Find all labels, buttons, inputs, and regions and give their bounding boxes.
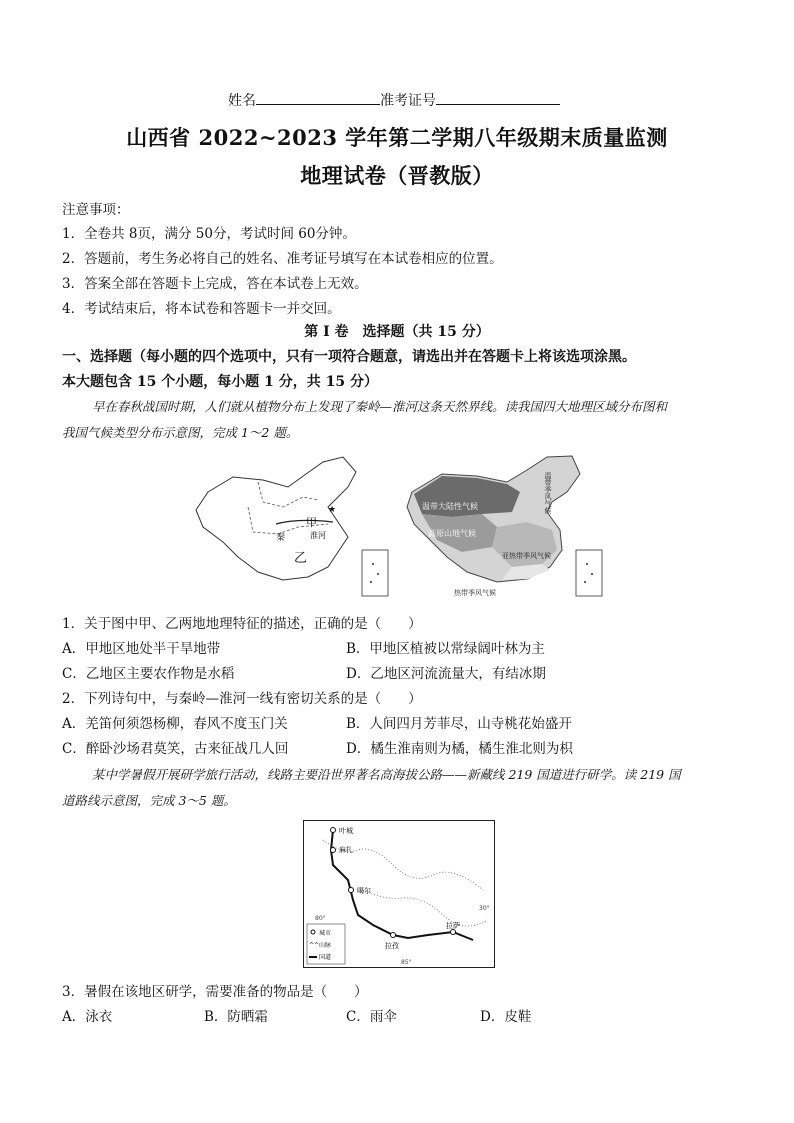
capital-star-icon: ★ — [328, 505, 337, 515]
name-label: 姓名 — [228, 93, 256, 109]
section1-title: 第 I 卷 选择题（共 15 分） — [304, 324, 490, 340]
legend-mountain: 山脉 — [319, 942, 332, 949]
label-qin: 秦 — [276, 533, 286, 543]
label-tropical: 热带季风气候 — [454, 589, 496, 597]
legend-mountain-icon: ^^ — [309, 942, 320, 949]
name-blank[interactable] — [256, 90, 380, 105]
climate-types-map — [402, 452, 608, 602]
q1-option-d[interactable]: D．乙地区河流流量大，有结冰期 — [346, 666, 546, 682]
q2-option-c[interactable]: C．醉卧沙场君莫笑，古来征战几人回 — [62, 741, 289, 757]
label-subtropical: 亚热带季风气候 — [502, 552, 551, 560]
label-temperate-monsoon: 温带季风气候 — [544, 472, 552, 514]
exam-subtitle: 地理试卷（晋教版） — [300, 163, 494, 188]
q3-stem: 3．暑假在该地区研学，需要准备的物品是（ ） — [62, 984, 368, 1000]
q3-option-c[interactable]: C．雨伞 — [346, 1009, 397, 1025]
legend-city-icon — [311, 930, 315, 934]
notice-item-1: 1．全卷共 8页，满分 50分，考试时间 60分钟。 — [62, 226, 356, 242]
q2-option-d[interactable]: D．橘生淮南则为橘，橘生淮北则为枳 — [346, 741, 573, 757]
notice-item-2: 2．答题前，考生务必将自己的姓名、准考证号填写在本试卷相应的位置。 — [62, 251, 503, 267]
q1-option-c[interactable]: C．乙地区主要农作物是水稻 — [62, 666, 235, 682]
q3-option-a[interactable]: A．泳衣 — [62, 1009, 113, 1025]
notice-item-3: 3．答案全部在答题卡上完成，答在本试卷上无效。 — [62, 276, 368, 292]
passage1-line1: 早在春秋战国时期，人们就从植物分布上发现了秦岭—淮河这条天然界线。读我国四大地理区域分布图和 — [92, 399, 668, 414]
candidate-info-line — [228, 90, 560, 111]
g219-route-map — [303, 820, 495, 968]
id-label: 准考证号 — [380, 93, 436, 109]
notice-heading: 注意事项： — [62, 202, 130, 218]
q2-option-a[interactable]: A．羌笛何须怨杨柳，春风不度玉门关 — [62, 716, 288, 732]
four-regions-map — [188, 452, 394, 602]
city-yecheng: 叶城 — [339, 827, 353, 835]
notice-item-4: 4．考试结束后，将本试卷和答题卡一并交回。 — [62, 301, 341, 317]
lon-85-label: 85° — [401, 959, 412, 966]
q1-option-a[interactable]: A．甲地区地处半干旱地带 — [62, 641, 221, 657]
legend-road: 国道 — [319, 954, 332, 961]
city-lazi: 拉孜 — [385, 942, 399, 950]
label-temperate-continental: 温带大陆性气候 — [422, 502, 478, 511]
q1-stem: 1．关于图中甲、乙两地地理特征的描述，正确的是（ ） — [62, 616, 422, 632]
section1-instruction-1: 一、选择题（每小题的四个选项中，只有一项符合题意，请选出并在答题卡上将该选项涂黑。 — [62, 349, 636, 365]
label-huaihe: 淮河 — [310, 531, 326, 540]
id-blank[interactable] — [436, 90, 560, 105]
city-gaer: 噶尔 — [357, 887, 371, 895]
q3-option-b[interactable]: B．防晒霜 — [204, 1009, 268, 1025]
label-yi: 乙 — [294, 551, 308, 566]
passage2-line2: 道路线示意图，完成 3～5 题。 — [62, 793, 236, 808]
q3-option-d[interactable]: D．皮鞋 — [480, 1009, 532, 1025]
city-mazha: 麻扎 — [339, 846, 353, 854]
q2-stem: 2．下列诗句中，与秦岭—淮河一线有密切关系的是（ ） — [62, 691, 422, 707]
label-jia: 甲 — [306, 516, 317, 529]
exam-title: 山西省 2022~2023 学年第二学期八年级期末质量监测 — [126, 125, 668, 150]
lon-80-label: 80° — [315, 915, 326, 922]
city-lasa: 拉萨 — [446, 922, 460, 930]
section1-instruction-2: 本大题包含 15 个小题，每小题 1 分，共 15 分） — [62, 374, 378, 390]
passage2-line1: 某中学暑假开展研学旅行活动，线路主要沿世界著名高海拔公路——新藏线 219 国道进行研学。读 219 国 — [92, 767, 681, 782]
label-highland: 高原山地气候 — [428, 529, 476, 538]
legend-city: 城市 — [319, 930, 332, 937]
passage1-line2: 我国气候类型分布示意图，完成 1～2 题。 — [62, 425, 299, 440]
lat-30-label: 30° — [479, 905, 490, 912]
south-sea-inset-2 — [576, 550, 602, 596]
q1-option-b[interactable]: B．甲地区植被以常绿阔叶林为主 — [346, 641, 545, 657]
q2-option-b[interactable]: B．人间四月芳菲尽，山寺桃花始盛开 — [346, 716, 572, 732]
